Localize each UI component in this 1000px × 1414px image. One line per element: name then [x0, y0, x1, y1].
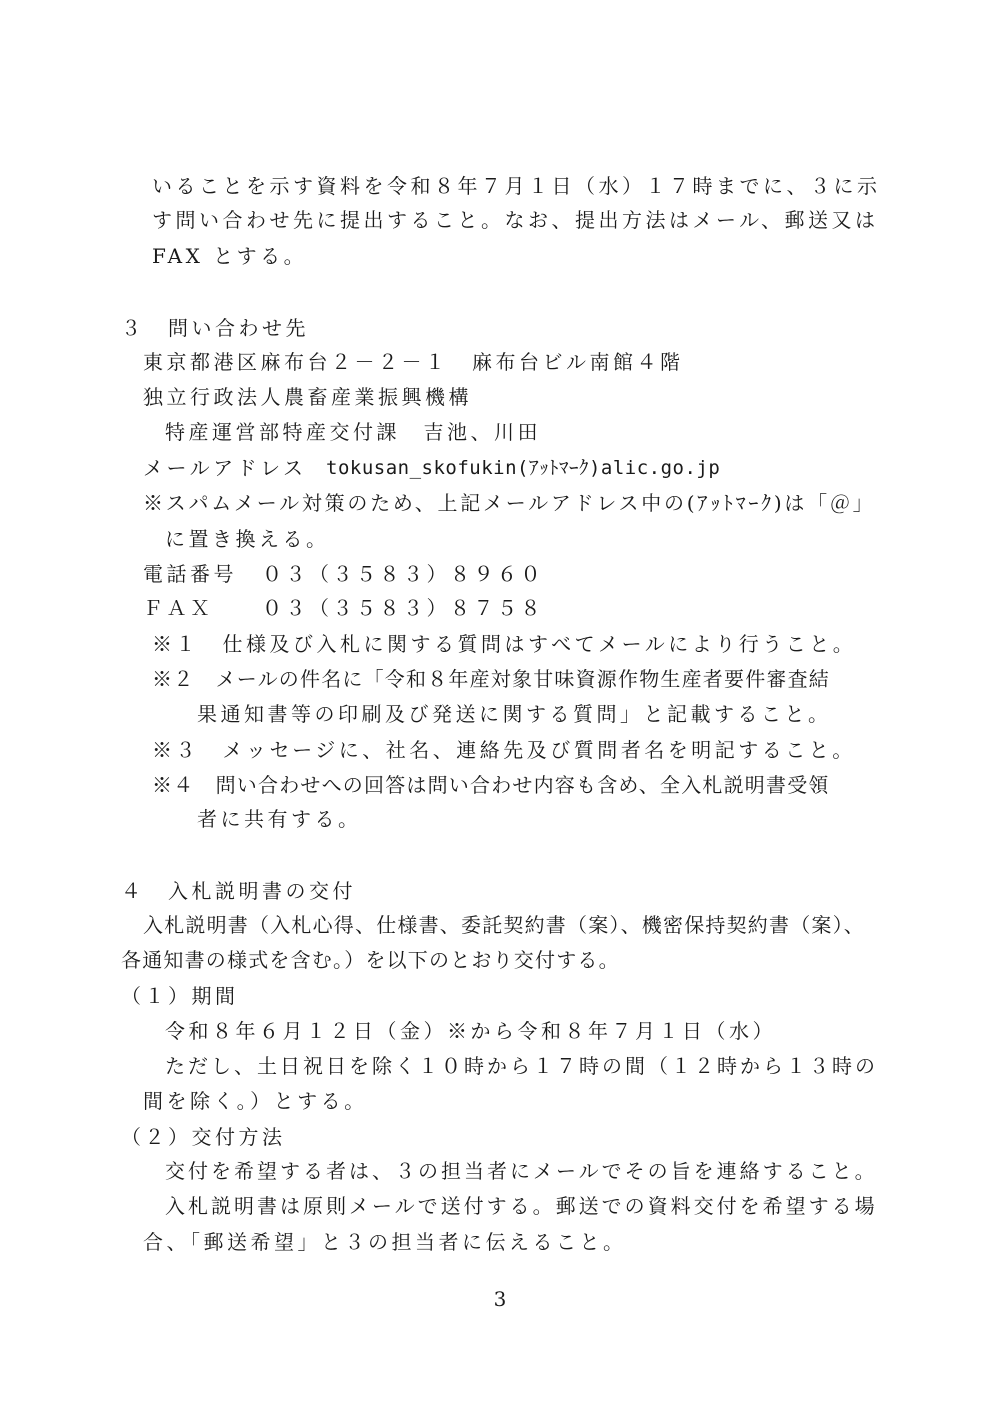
contact-address: 東京都港区麻布台２－２－１ 麻布台ビル南館４階 [143, 350, 684, 374]
contact-department: 特産運営部特産交付課 吉池、川田 [165, 420, 541, 444]
spam-note-line-1: ※スパムメール対策のため、上記メールアドレス中の(ｱｯﾄﾏｰｸ)は「＠」 [143, 491, 876, 515]
note-2-line-1: ※２ メールの件名に「令和８年産対象甘味資源作物生産者要件審査結 [152, 667, 830, 691]
email-value: tokusan_skofukin(ｱｯﾄﾏｰｸ)alic.go.jp [326, 457, 721, 479]
continuation-line-1: いることを示す資料を令和８年７月１日（水）１７時までに、３に示 [152, 174, 881, 198]
fax-label: ＦＡＸ [143, 596, 214, 620]
section-4-intro-line-1: 入札説明書（入札心得、仕様書、委託契約書（案）、機密保持契約書（案）、 [143, 913, 865, 937]
period-line-2: ただし、土日祝日を除く１０時から１７時の間（１２時から１３時の [165, 1054, 878, 1078]
contact-organization: 独立行政法人農畜産業振興機構 [143, 385, 472, 409]
note-3: ※３ メッセージに、社名、連絡先及び質問者名を明記すること。 [152, 738, 856, 762]
period-heading: （１）期間 [121, 984, 239, 1008]
method-line-2: 入札説明書は原則メールで送付する。郵送での資料交付を希望する場 [165, 1194, 878, 1218]
section-4-intro-line-2: 各通知書の様式を含む。）を以下のとおり交付する。 [121, 948, 620, 972]
method-heading: （２）交付方法 [121, 1125, 286, 1149]
method-line-3: 合、「郵送希望」と３の担当者に伝えること。 [143, 1230, 627, 1254]
section-4-heading: ４ 入札説明書の交付 [121, 879, 356, 903]
note-4-line-2: 者に共有する。 [197, 807, 362, 831]
period-line-3: 間を除く。）とする。 [143, 1089, 368, 1113]
email-label: メールアドレス [143, 456, 307, 480]
phone-value: ０３（３５８３）８９６０ [262, 562, 544, 586]
note-4-line-1: ※４ 問い合わせへの回答は問い合わせ内容も含め、全入札説明書受領 [152, 773, 830, 797]
fax-value: ０３（３５８３）８７５８ [262, 596, 544, 620]
period-line-1: 令和８年６月１２日（金）※から令和８年７月１日（水） [165, 1019, 776, 1043]
continuation-line-2: す問い合わせ先に提出すること。なお、提出方法はメール、郵送又は [152, 208, 879, 232]
continuation-line-3: FAX とする。 [152, 244, 308, 268]
note-2-line-2: 果通知書等の印刷及び発送に関する質問」と記載すること。 [197, 702, 832, 726]
note-1: ※１ 仕様及び入札に関する質問はすべてメールにより行うこと。 [152, 632, 857, 656]
method-line-1: 交付を希望する者は、３の担当者にメールでその旨を連絡すること。 [165, 1159, 878, 1183]
section-3-heading: ３ 問い合わせ先 [121, 316, 309, 340]
page-number: 3 [493, 1287, 507, 1311]
spam-note-line-2: に置き換える。 [165, 527, 330, 551]
phone-label: 電話番号 [143, 562, 237, 586]
